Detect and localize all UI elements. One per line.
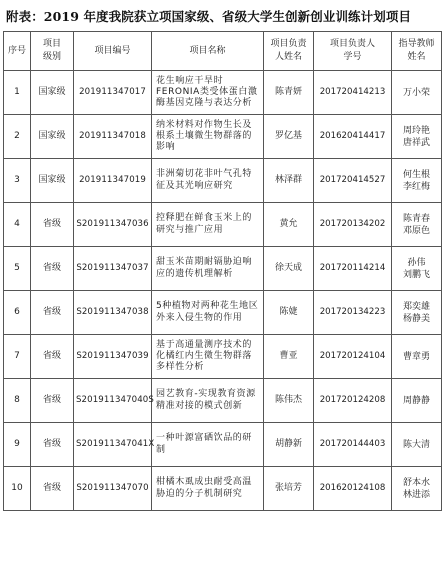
document-title: 附表：2019 年度我院获立项国家级、省级大学生创新创业训练计划项目	[6, 9, 412, 24]
cell-leader-name: 张培芳	[264, 467, 314, 511]
cell-project-name: 园艺教育-实现教育资源精准对接的模式创新	[152, 379, 264, 423]
table-row	[4, 159, 442, 203]
table-row	[4, 379, 442, 423]
cell-project-name: 5种植物对两种花生地区外来入侵生物的作用	[152, 291, 264, 335]
cell-code: 201911347017	[74, 71, 152, 115]
cell-index: 10	[4, 467, 31, 511]
cell-leader-id: 201720134223	[314, 291, 392, 335]
cell-level: 省级	[31, 247, 74, 291]
table-header	[4, 32, 442, 71]
project-table	[3, 31, 442, 511]
cell-level: 省级	[31, 203, 74, 247]
table-row	[4, 291, 442, 335]
cell-project-name: 控释肥在鲜食玉米上的研究与推广应用	[152, 203, 264, 247]
cell-level: 国家级	[31, 159, 74, 203]
cell-code: S201911347039	[74, 335, 152, 379]
header-index: 序号	[4, 32, 31, 71]
cell-leader-id: 201720114214	[314, 247, 392, 291]
cell-project-name: 柑橘木虱成虫耐受高温胁迫的分子机制研究	[152, 467, 264, 511]
table-row	[4, 423, 442, 467]
cell-advisor: 孙伟 刘鹏飞	[392, 247, 442, 291]
cell-advisor: 何生根 李红梅	[392, 159, 442, 203]
table-row	[4, 247, 442, 291]
cell-advisor: 周玲艳 唐祥武	[392, 115, 442, 159]
cell-index: 4	[4, 203, 31, 247]
cell-code: S201911347041X	[74, 423, 152, 467]
cell-leader-id: 201720414213	[314, 71, 392, 115]
cell-leader-name: 林泽群	[264, 159, 314, 203]
cell-leader-name: 徐天成	[264, 247, 314, 291]
cell-index: 9	[4, 423, 31, 467]
cell-leader-id: 201620124108	[314, 467, 392, 511]
cell-leader-name: 黄允	[264, 203, 314, 247]
cell-leader-name: 曹亚	[264, 335, 314, 379]
cell-index: 8	[4, 379, 31, 423]
table-row	[4, 467, 442, 511]
cell-leader-id: 201720144403	[314, 423, 392, 467]
header-project-name: 项目名称	[152, 32, 264, 71]
header-leader-id: 项目负责人 学号	[314, 32, 392, 71]
cell-leader-name: 陈青妍	[264, 71, 314, 115]
cell-index: 6	[4, 291, 31, 335]
cell-advisor: 陈大清	[392, 423, 442, 467]
cell-leader-id: 201720414527	[314, 159, 392, 203]
header-advisor: 指导教师 姓名	[392, 32, 442, 71]
cell-index: 2	[4, 115, 31, 159]
table-row	[4, 71, 442, 115]
cell-advisor: 陈青春 邓原色	[392, 203, 442, 247]
table-header-row	[4, 32, 442, 71]
cell-project-name: 花生响应干旱时FERONIA类受体蛋白激酶基因克隆与表达分析	[152, 71, 264, 115]
cell-leader-id: 201720124104	[314, 335, 392, 379]
table-body	[4, 71, 442, 511]
cell-level: 省级	[31, 423, 74, 467]
table-row	[4, 335, 442, 379]
cell-leader-name: 罗亿基	[264, 115, 314, 159]
cell-code: 201911347019	[74, 159, 152, 203]
cell-leader-name: 胡静新	[264, 423, 314, 467]
cell-index: 5	[4, 247, 31, 291]
cell-level: 国家级	[31, 115, 74, 159]
cell-project-name: 基于高通量测序技术的化橘红内生微生物群落多样性分析	[152, 335, 264, 379]
cell-project-name: 非洲菊切花非叶气孔特征及其光响应研究	[152, 159, 264, 203]
cell-leader-name: 陈婕	[264, 291, 314, 335]
cell-advisor: 曹章勇	[392, 335, 442, 379]
cell-code: S201911347038	[74, 291, 152, 335]
header-level: 项目 级别	[31, 32, 74, 71]
header-leader-name: 项目负责 人姓名	[264, 32, 314, 71]
cell-level: 省级	[31, 335, 74, 379]
table-row	[4, 115, 442, 159]
cell-code: 201911347018	[74, 115, 152, 159]
cell-index: 7	[4, 335, 31, 379]
cell-leader-id: 201720134202	[314, 203, 392, 247]
cell-advisor: 舒本水 林进添	[392, 467, 442, 511]
cell-index: 3	[4, 159, 31, 203]
cell-leader-id: 201720124208	[314, 379, 392, 423]
cell-project-name: 一种叶源富硒饮品的研制	[152, 423, 264, 467]
cell-advisor: 周静静	[392, 379, 442, 423]
table-row	[4, 203, 442, 247]
cell-code: S201911347037	[74, 247, 152, 291]
cell-level: 国家级	[31, 71, 74, 115]
cell-level: 省级	[31, 379, 74, 423]
cell-leader-name: 陈伟杰	[264, 379, 314, 423]
cell-advisor: 郑奕雄 杨静美	[392, 291, 442, 335]
cell-leader-id: 201620414417	[314, 115, 392, 159]
cell-index: 1	[4, 71, 31, 115]
cell-project-name: 纳米材料对作物生长及根系土壤微生物群落的影响	[152, 115, 264, 159]
cell-code: S201911347040S	[74, 379, 152, 423]
cell-level: 省级	[31, 467, 74, 511]
cell-level: 省级	[31, 291, 74, 335]
cell-advisor: 万小荣	[392, 71, 442, 115]
cell-code: S201911347036	[74, 203, 152, 247]
cell-project-name: 甜玉米苗期耐镉胁迫响应的遗传机理解析	[152, 247, 264, 291]
header-code: 项目编号	[74, 32, 152, 71]
cell-code: S201911347070	[74, 467, 152, 511]
